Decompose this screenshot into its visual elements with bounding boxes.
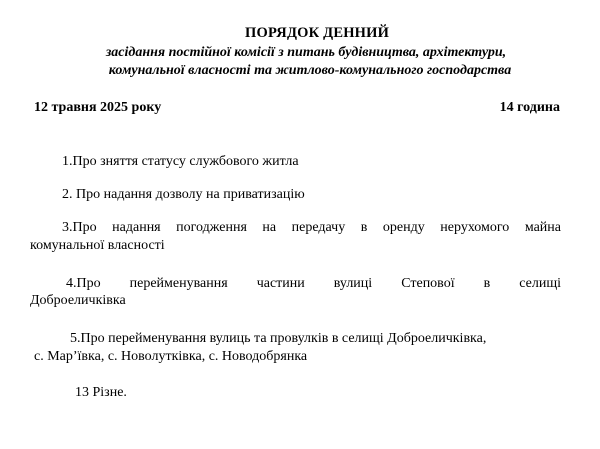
agenda-item-4-word: в — [483, 276, 491, 291]
agenda-item-3-word: на — [262, 220, 277, 235]
agenda-item-13: 13 Різне. — [75, 385, 127, 400]
agenda-item-3-word: погодження — [176, 220, 247, 235]
agenda-item-3-word: майна — [524, 220, 561, 235]
document-title: ПОРЯДОК ДЕННИЙ — [245, 25, 390, 41]
agenda-item-5-line2: с. Мар’ївка, с. Новолутківка, с. Новодобрянка — [34, 349, 308, 364]
agenda-item-4-line1 — [66, 276, 561, 292]
agenda-item-3-word: 3.Про — [62, 220, 97, 235]
agenda-item-5-line1: 5.Про перейменування вулиць та провулків в селищі Доброеличківка, — [70, 331, 487, 346]
agenda-item-4-word: 4.Про — [66, 276, 101, 291]
agenda-item-3-word: нерухомого — [440, 220, 510, 235]
agenda-item-3-word: в — [360, 220, 368, 235]
meeting-date: 12 травня 2025 року — [34, 100, 162, 115]
agenda-item-3-word: передачу — [291, 220, 346, 235]
document-subtitle-line2: комунальної власності та житлово-комунального господарства — [108, 63, 512, 78]
agenda-item-1: 1.Про зняття статусу службового житла — [62, 154, 299, 169]
agenda-item-3-line2: комунальної власності — [30, 238, 165, 253]
agenda-item-2: 2. Про надання дозволу на приватизацію — [62, 187, 305, 202]
agenda-item-4-line2: Доброеличківка — [30, 293, 126, 308]
agenda-item-4-word: Степової — [401, 276, 455, 291]
document-subtitle-line1: засідання постійної комісії з питань будівництва, архітектури, — [105, 45, 507, 60]
agenda-item-4-word: частини — [256, 276, 305, 291]
agenda-item-4-word: селищі — [519, 276, 561, 291]
agenda-item-3-line1 — [62, 220, 561, 236]
agenda-item-3-word: оренду — [382, 220, 425, 235]
agenda-item-3-word: надання — [112, 220, 161, 235]
agenda-item-4-word: перейменування — [129, 276, 228, 291]
meeting-time: 14 година — [499, 100, 560, 115]
agenda-item-4-word: вулиці — [333, 276, 373, 291]
